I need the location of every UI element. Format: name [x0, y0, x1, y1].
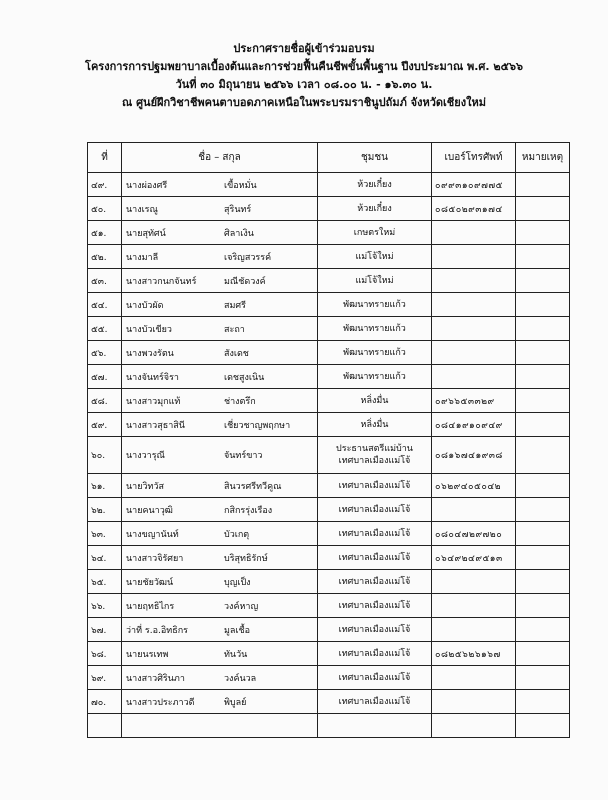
phone-number: ๐๘๔๑๙๑๐๙๔๙: [432, 413, 516, 437]
table-row: [88, 437, 570, 474]
first-name: นางพวงรัตน: [126, 348, 174, 359]
note: [516, 594, 570, 618]
row-number: ๕๖.: [88, 341, 122, 365]
document-header: [0, 40, 608, 112]
first-name: นางขญานันท์: [126, 529, 179, 540]
last-name: บริสุทธิรักษ์: [224, 553, 268, 564]
table-row: [88, 293, 570, 317]
row-number: ๕๓.: [88, 269, 122, 293]
note: [516, 317, 570, 341]
participant-name: [122, 413, 318, 437]
note: [516, 269, 570, 293]
last-name: ศิลาเงิน: [224, 228, 254, 239]
row-number: ๕๑.: [88, 221, 122, 245]
note: [516, 245, 570, 269]
community: [318, 389, 432, 413]
participant-name: [122, 365, 318, 389]
participant-name: [122, 341, 318, 365]
community-line: แม่โจ้ใหม่: [355, 275, 394, 286]
table-header-row: [88, 143, 570, 173]
participant-name: [122, 173, 318, 197]
participant-name: [122, 389, 318, 413]
community-line: เทศบาลเมืองแม่โจ้: [338, 672, 411, 683]
note: [516, 221, 570, 245]
phone-number: [432, 293, 516, 317]
participant-name: [122, 714, 318, 738]
community-line: เทศบาลเมืองแม่โจ้: [338, 648, 411, 659]
community-line: พัฒนาทรายแก้ว: [343, 347, 406, 358]
participant-name: [122, 474, 318, 498]
participant-name: [122, 546, 318, 570]
first-name: นายสุทัศน์: [126, 228, 166, 239]
community-line: ประธานสตรีแม่บ้าน: [336, 444, 413, 454]
table-row: [88, 666, 570, 690]
note: [516, 197, 570, 221]
community: [318, 413, 432, 437]
table-row: [88, 570, 570, 594]
participant-name: [122, 594, 318, 618]
table-row: [88, 197, 570, 221]
table-row: [88, 221, 570, 245]
community: [318, 618, 432, 642]
note: [516, 437, 570, 474]
first-name: นางสาวกนกจันทร์: [126, 276, 197, 287]
table-row: [88, 546, 570, 570]
last-name: วงค์หาญ: [224, 601, 259, 612]
community-line: เทศบาลเมืองแม่โจ้: [338, 456, 411, 466]
first-name: นางสาวประภาวดี: [126, 697, 195, 708]
phone-number: ๐๘๒๕๖๒๖๑๖๗: [432, 642, 516, 666]
note: [516, 666, 570, 690]
note: [516, 341, 570, 365]
row-number: ๕๗.: [88, 365, 122, 389]
last-name: วงค์นวล: [224, 673, 257, 684]
first-name: นายฤทธิไกร: [126, 601, 175, 612]
note: [516, 293, 570, 317]
participant-name: [122, 570, 318, 594]
table-row: [88, 269, 570, 293]
table-row: [88, 413, 570, 437]
community: [318, 522, 432, 546]
community: [318, 365, 432, 389]
first-name: ว่าที่ ร.อ.อิทธิกร: [126, 625, 188, 636]
community-line: เทศบาลเมืองแม่โจ้: [338, 624, 411, 635]
community: [318, 474, 432, 498]
community: [318, 245, 432, 269]
note: [516, 474, 570, 498]
community-line: ห้วยเกี๋ยง: [357, 203, 392, 214]
community-line: แม่โจ้ใหม่: [355, 251, 394, 262]
table-row: [88, 317, 570, 341]
table-row: [88, 389, 570, 413]
community: [318, 293, 432, 317]
community: [318, 498, 432, 522]
note: [516, 389, 570, 413]
phone-number: [432, 714, 516, 738]
phone-number: [432, 690, 516, 714]
community: [318, 317, 432, 341]
last-name: เชี่ยวชาญพฤกษา: [224, 420, 291, 431]
note: [516, 714, 570, 738]
row-number: ๗๐.: [88, 690, 122, 714]
row-number: ๕๙.: [88, 413, 122, 437]
note: [516, 642, 570, 666]
note: [516, 690, 570, 714]
first-name: นางบัวผัด: [126, 300, 164, 311]
phone-number: ๐๘๐๔๗๒๙๗๒๐: [432, 522, 516, 546]
first-name: นายวิทวัส: [126, 481, 165, 492]
last-name: บัวเกตุ: [224, 529, 250, 540]
community: [318, 714, 432, 738]
community: [318, 642, 432, 666]
community-line: เทศบาลเมืองแม่โจ้: [338, 600, 411, 611]
phone-number: ๐๖๔๙๒๔๙๕๑๓: [432, 546, 516, 570]
first-name: นายคนาวุฒิ: [126, 505, 173, 516]
community-line: เกษตรใหม่: [353, 227, 396, 238]
column-header-community: ชุมชน: [318, 143, 432, 173]
phone-number: [432, 245, 516, 269]
community: [318, 546, 432, 570]
row-number: ๖๗.: [88, 618, 122, 642]
first-name: นางสาวสุธาสินี: [126, 420, 185, 431]
participant-name: [122, 618, 318, 642]
community: [318, 269, 432, 293]
phone-number: [432, 365, 516, 389]
header-title: ประกาศรายชื่อผู้เข้าร่วมอบรม: [233, 42, 375, 55]
note: [516, 570, 570, 594]
note: [516, 498, 570, 522]
last-name: สมศรี: [224, 300, 246, 311]
note: [516, 365, 570, 389]
community-line: พัฒนาทรายแก้ว: [343, 371, 406, 382]
community-line: ห้วยเกี๋ยง: [357, 179, 392, 190]
community-line: เทศบาลเมืองแม่โจ้: [338, 480, 411, 491]
row-number: ๖๙.: [88, 666, 122, 690]
phone-number: ๐๖๒๙๔๐๕๐๔๒: [432, 474, 516, 498]
participant-name: [122, 221, 318, 245]
last-name: มณีชัดวงค์: [224, 276, 266, 287]
participant-name: [122, 642, 318, 666]
row-number: ๖๕.: [88, 570, 122, 594]
community: [318, 437, 432, 474]
first-name: นายชัยวัฒน์: [126, 577, 174, 588]
first-name: นายนรเทพ: [126, 649, 169, 660]
row-number: ๖๑.: [88, 474, 122, 498]
last-name: ทันวัน: [224, 649, 248, 660]
header-project: โครงการการปฐมพยาบาลเบื้องต้นและการช่วยฟื้นคืนชีพขั้นพื้นฐาน ปีงบประมาณ พ.ศ. ๒๕๖๖: [85, 60, 523, 73]
table-row: [88, 341, 570, 365]
row-number: [88, 714, 122, 738]
community-line: เทศบาลเมืองแม่โจ้: [338, 504, 411, 515]
header-venue: ณ ศูนย์ฝึกวิชาชีพคนตาบอดภาคเหนือในพระบรมราชินูปถัมภ์ จังหวัดเชียงใหม่: [122, 96, 486, 109]
table-row: [88, 714, 570, 738]
community: [318, 594, 432, 618]
table-row: [88, 245, 570, 269]
column-header-note: หมายเหตุ: [516, 143, 570, 173]
phone-number: ๐๙๖๖๕๓๓๒๙: [432, 389, 516, 413]
last-name: เขื้อหมั่น: [224, 180, 257, 191]
community-line: หลิ่งมื่น: [360, 419, 389, 430]
row-number: ๖๓.: [88, 522, 122, 546]
last-name: สังเดช: [224, 348, 249, 359]
row-number: ๕๐.: [88, 197, 122, 221]
first-name: นางสาวมุกแท้: [126, 396, 181, 407]
first-name: นางมาลี: [126, 252, 159, 263]
participant-name: [122, 269, 318, 293]
community-line: เทศบาลเมืองแม่โจ้: [338, 576, 411, 587]
last-name: มูลเชื้อ: [224, 625, 251, 636]
table-row: [88, 365, 570, 389]
phone-number: [432, 666, 516, 690]
row-number: ๖๒.: [88, 498, 122, 522]
last-name: สุรินทร์: [224, 204, 252, 215]
table-row: [88, 498, 570, 522]
row-number: ๖๘.: [88, 642, 122, 666]
row-number: ๕๔.: [88, 293, 122, 317]
community: [318, 341, 432, 365]
community: [318, 173, 432, 197]
row-number: ๖๔.: [88, 546, 122, 570]
phone-number: [432, 594, 516, 618]
header-date: วันที่ ๓๐ มิถุนายน ๒๕๖๖ เวลา ๐๘.๐๐ น. - ๑๖.๓๐ น.: [175, 78, 433, 91]
phone-number: ๐๙๙๓๑๐๙๗๗๕: [432, 173, 516, 197]
community: [318, 221, 432, 245]
community-line: พัฒนาทรายแก้ว: [343, 299, 406, 310]
last-name: เจริญสวรรค์: [224, 252, 272, 263]
note: [516, 522, 570, 546]
phone-number: ๐๘๕๐๒๙๓๑๗๔: [432, 197, 516, 221]
participant-name: [122, 437, 318, 474]
participant-name: [122, 197, 318, 221]
participant-name: [122, 293, 318, 317]
column-header-no: ที่: [88, 143, 122, 173]
table-body: [88, 173, 570, 738]
community: [318, 690, 432, 714]
participant-name: [122, 690, 318, 714]
last-name: สะถา: [224, 324, 245, 335]
last-name: สินวรศรีทวีคูณ: [224, 481, 282, 492]
table-row: [88, 690, 570, 714]
note: [516, 618, 570, 642]
phone-number: [432, 498, 516, 522]
community-line: เทศบาลเมืองแม่โจ้: [338, 696, 411, 707]
table-row: [88, 618, 570, 642]
note: [516, 546, 570, 570]
phone-number: [432, 570, 516, 594]
first-name: นางวารุณี: [126, 451, 165, 461]
last-name: ช่างตรึก: [224, 396, 256, 407]
participant-name: [122, 498, 318, 522]
community-line: หลิ่งมื่น: [360, 395, 389, 406]
row-number: ๕๒.: [88, 245, 122, 269]
column-header-phone: เบอร์โทรศัพท์: [432, 143, 516, 173]
table-row: [88, 522, 570, 546]
first-name: นางบัวเขียว: [126, 324, 172, 335]
community-line: พัฒนาทรายแก้ว: [343, 323, 406, 334]
community: [318, 666, 432, 690]
last-name: กสิกรรุ่งเรือง: [224, 505, 273, 516]
row-number: ๕๕.: [88, 317, 122, 341]
first-name: นางเรณู: [126, 204, 158, 215]
row-number: ๔๙.: [88, 173, 122, 197]
note: [516, 173, 570, 197]
phone-number: [432, 221, 516, 245]
column-header-name: ชื่อ – สกุล: [122, 143, 318, 173]
row-number: ๖๖.: [88, 594, 122, 618]
phone-number: ๐๘๑๖๗๔๑๙๓๘: [432, 437, 516, 474]
note: [516, 413, 570, 437]
community-line: เทศบาลเมืองแม่โจ้: [338, 528, 411, 539]
row-number: ๖๐.: [88, 437, 122, 474]
phone-number: [432, 618, 516, 642]
community: [318, 570, 432, 594]
table-row: [88, 474, 570, 498]
participant-name: [122, 666, 318, 690]
phone-number: [432, 269, 516, 293]
table-row: [88, 594, 570, 618]
last-name: จันทร์ขาว: [224, 451, 263, 461]
first-name: นางผ่องศรี: [126, 180, 168, 191]
phone-number: [432, 317, 516, 341]
last-name: บุญเป็ง: [224, 577, 251, 588]
participant-name: [122, 317, 318, 341]
table-row: [88, 173, 570, 197]
community-line: เทศบาลเมืองแม่โจ้: [338, 552, 411, 563]
community: [318, 197, 432, 221]
first-name: นางสาวจิรัศยา: [126, 553, 184, 564]
participant-name: [122, 245, 318, 269]
first-name: นางสาวศิรินภา: [126, 673, 185, 684]
phone-number: [432, 341, 516, 365]
participant-name: [122, 522, 318, 546]
first-name: นางจันทร์จิรา: [126, 372, 179, 383]
last-name: เดชสูงเนิน: [224, 372, 265, 383]
table-row: [88, 642, 570, 666]
last-name: พิบูลย์: [224, 697, 247, 708]
row-number: ๕๘.: [88, 389, 122, 413]
participant-table: [87, 142, 570, 738]
